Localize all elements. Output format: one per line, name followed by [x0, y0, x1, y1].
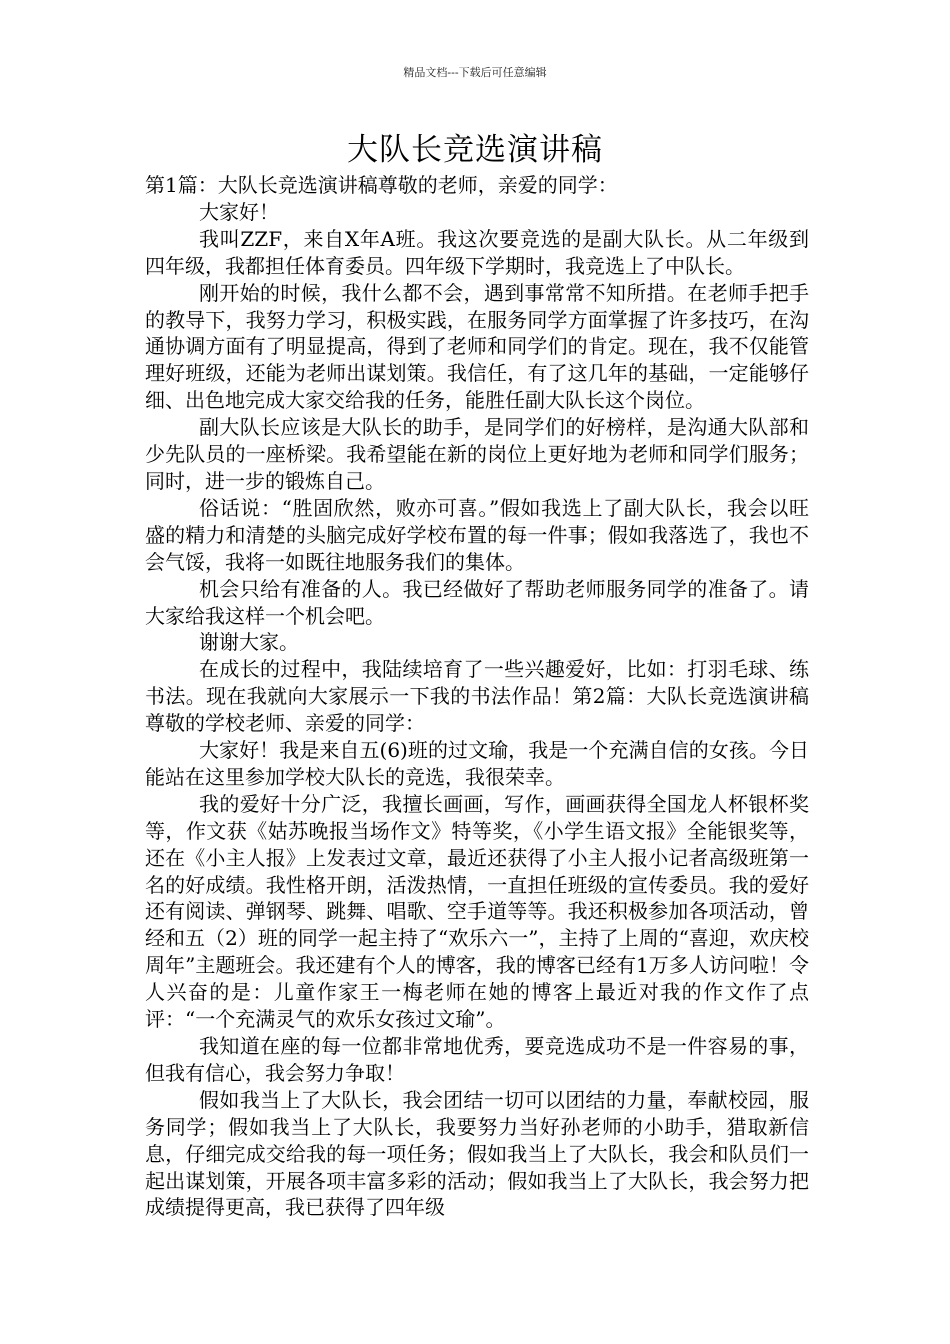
paragraph: 副大队长应该是大队长的助手，是同学们的好榜样，是沟通大队部和少先队员的一座桥梁。我希望能在新的岗位上更好地为老师和同学们服务；同时，进一步的锻炼自己。: [145, 415, 809, 493]
paragraph: 我的爱好十分广泛，我擅长画画，写作，画画获得全国龙人杯银杯奖等，作文获《姑苏晚报当场作文》特等奖，《小学生语文报》全能银奖等，还在《小主人报》上发表过文章，最近还获得了小主人报小记者高级班第一名的好成绩。我性格开朗，活泼热情，一直担任班级的宣传委员。我的爱好还有阅读、弹钢琴、跳舞、唱歌、空手道等等。我还积极参加各项活动，曾经和五（2）班的同学一起主持了“欢乐六一”，主持了上周的“喜迎，欢庆校周年”主题班会。我还建有个人的博客，我的博客已经有1万多人访问啦！令人兴奋的是：儿童作家王一梅老师在她的博客上最近对我的作文作了点评：“一个充满灵气的欢乐女孩过文瑜”。: [145, 791, 809, 1032]
paragraph: 在成长的过程中，我陆续培育了一些兴趣爱好，比如：打羽毛球、练书法。现在我就向大家展示一下我的书法作品！第2篇：大队长竞选演讲稿尊敬的学校老师、亲爱的同学：: [145, 657, 809, 736]
document-body: [145, 172, 809, 1221]
paragraph: 俗话说：“胜固欣然，败亦可喜。”假如我选上了副大队长，我会以旺盛的精力和清楚的头脑完成好学校布置的每一件事；假如我落选了，我也不会气馁，我将一如既往地服务我们的集体。: [145, 495, 809, 574]
paragraph: 假如我当上了大队长，我会团结一切可以团结的力量，奉献校园，服务同学；假如我当上了大队长，我要努力当好孙老师的小助手，猎取新信息，仔细完成交给我的每一项任务；假如我当上了大队长，我会和队员们一起出谋划策，开展各项丰富多彩的活动；假如我当上了大队长，我会努力把成绩提得更高，我已获得了四年级: [145, 1087, 809, 1220]
paragraph: 机会只给有准备的人。我已经做好了帮助老师服务同学的准备了。请大家给我这样一个机会吧。: [145, 576, 809, 628]
page-header-note: 精品文档---下载后可任意编辑: [403, 66, 547, 79]
paragraph-heading-1: 第1篇：大队长竞选演讲稿尊敬的老师，亲爱的同学：: [145, 173, 618, 197]
paragraph: 我知道在座的每一位都非常地优秀，要竞选成功不是一件容易的事，但我有信心，我会努力争取！: [145, 1034, 809, 1085]
paragraph-thanks: 谢谢大家。: [199, 630, 299, 655]
paragraph: 刚开始的时候，我什么都不会，遇到事常常不知所措。在老师手把手的教导下，我努力学习，积极实践，在服务同学方面掌握了许多技巧，在沟通协调方面有了明显提高，得到了老师和同学们的肯定。现在，我不仅能管理好班级，还能为老师出谋划策。我信任，有了这几年的基础，一定能够仔细、出色地完成大家交给我的任务，能胜任副大队长这个岗位。: [145, 280, 809, 413]
document-title: 大队长竞选演讲稿: [347, 132, 603, 168]
paragraph: 大家好！我是来自五(6)班的过文瑜，我是一个充满自信的女孩。今日能站在这里参加学校大队长的竞选，我很荣幸。: [145, 738, 809, 789]
paragraph: 我叫ZZF，来自X年A班。我这次要竞选的是副大队长。从二年级到四年级，我都担任体育委员。四年级下学期时，我竞选上了中队长。: [145, 226, 809, 278]
paragraph-greeting: 大家好！: [199, 199, 279, 224]
